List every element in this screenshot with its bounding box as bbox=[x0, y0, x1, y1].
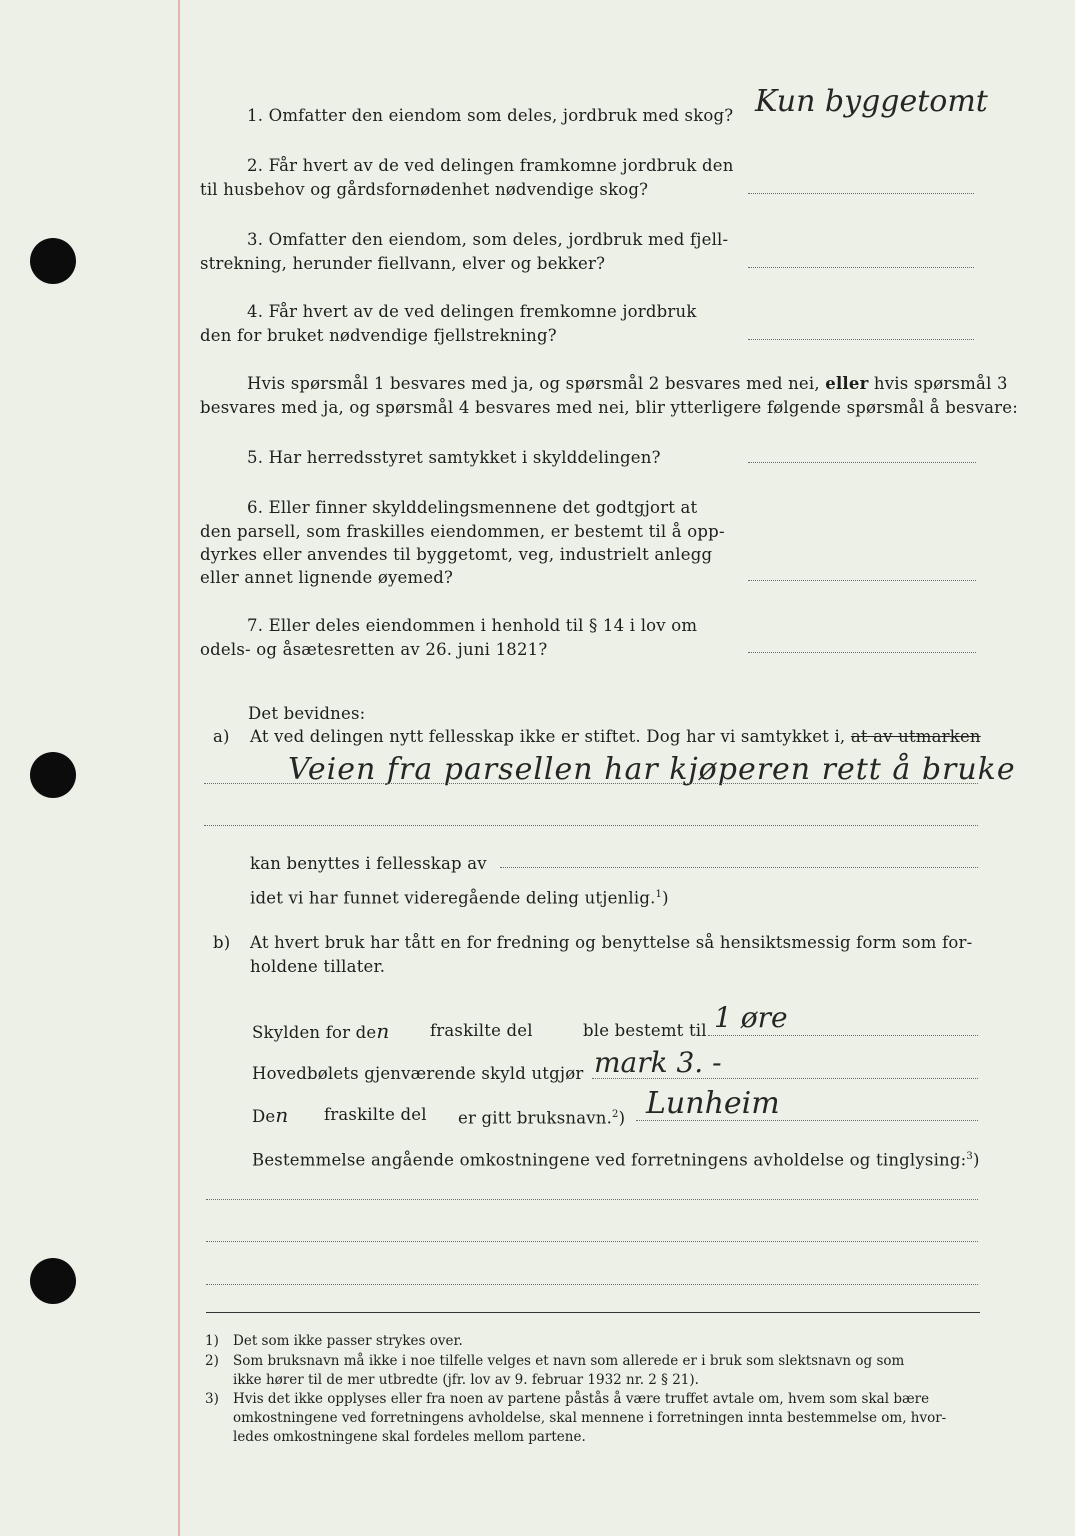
shared-line: kan benyttes i fellesskap av bbox=[250, 854, 487, 873]
footnote-2-line-1: Som bruksnavn må ikke i noe tilfelle velges et navn som allerede er i bruk som slektsnavn og som bbox=[233, 1353, 905, 1369]
footnote-3-line-1: Hvis det ikke opplyses eller fra noen av partene påstås å være truffet avtale om, hvem som skal bære bbox=[233, 1391, 930, 1407]
blank-line bbox=[204, 825, 978, 826]
answer-2-line bbox=[748, 193, 974, 194]
struck-text: at av utmarken bbox=[850, 727, 981, 746]
answer-1-handwritten: Kun byggetomt bbox=[755, 84, 988, 119]
punch-hole bbox=[30, 1258, 76, 1304]
item-a-text: At ved delingen nytt fellesskap ikke er stiftet. Dog har vi samtykket i, at av utmarken bbox=[250, 727, 981, 746]
answer-6-line bbox=[748, 580, 976, 581]
question-4-line-1: 4. Får hvert av de ved delingen fremkomne jordbruk bbox=[247, 302, 697, 321]
footnote-1-line-1: Det som ikke passer strykes over. bbox=[233, 1333, 463, 1349]
question-6-line-4: eller annet lignende øyemed? bbox=[200, 568, 454, 587]
item-b-line-1: At hvert bruk har tått en for fredning og benyttelse så hensiktsmessig form som for- bbox=[250, 933, 973, 952]
margin-line bbox=[178, 0, 180, 1536]
question-5: 5. Har herredsstyret samtykket i skylddelingen? bbox=[247, 448, 661, 467]
handwritten-line bbox=[204, 783, 978, 784]
item-b-label: b) bbox=[213, 933, 231, 952]
skyld-line-2: Hovedbølets gjenværende skyld utgjør bbox=[252, 1064, 584, 1083]
skyld-answer-handwritten: 1 øre bbox=[714, 1001, 788, 1034]
bruksnavn-line bbox=[636, 1120, 978, 1121]
punch-hole bbox=[30, 752, 76, 798]
skyld-line-1-part: fraskilte del bbox=[430, 1021, 533, 1040]
skyld-line-4: Bestemmelse angående omkostningene ved forretningens avholdelse og tinglysing:$^3$) bbox=[252, 1150, 980, 1170]
answer-3-line bbox=[748, 267, 974, 268]
punch-hole bbox=[30, 238, 76, 284]
shared-answer-line bbox=[500, 867, 978, 868]
footnote-1-mark: 1) bbox=[205, 1333, 219, 1349]
question-4-line-2: den for bruket nødvendige fjellstrekning? bbox=[200, 326, 557, 345]
answer-4-line bbox=[748, 339, 974, 340]
skyld-answer-line bbox=[708, 1035, 978, 1036]
item-a-label: a) bbox=[213, 727, 230, 746]
footnote-2-mark: 2) bbox=[205, 1353, 219, 1369]
question-2-line-2: til husbehov og gårdsfornødenhet nødvendige skog? bbox=[200, 180, 649, 199]
question-7-line-2: odels- og åsætesretten av 26. juni 1821? bbox=[200, 640, 548, 659]
question-7-line-1: 7. Eller deles eiendommen i henhold til § 14 i lov om bbox=[247, 616, 698, 635]
question-6-line-2: den parsell, som fraskilles eiendommen, er bestemt til å opp- bbox=[200, 522, 725, 541]
item-a-handwritten: Veien fra parsellen har kjøperen rett å bruke bbox=[288, 752, 1016, 787]
answer-7-line bbox=[748, 652, 976, 653]
cost-line-1 bbox=[206, 1199, 978, 1200]
cost-line-3 bbox=[206, 1284, 978, 1285]
skyld-line-1: Skylden for den bbox=[252, 1019, 390, 1043]
answer-5-line bbox=[748, 462, 976, 463]
cost-line-2 bbox=[206, 1241, 978, 1242]
condition-line-1: Hvis spørsmål 1 besvares med ja, og spørsmål 2 besvares med nei, eller hvis spørsmål 3 bbox=[247, 374, 1008, 393]
skyld-line-3-end: er gitt bruksnavn.$^2$) bbox=[458, 1108, 626, 1128]
question-1: 1. Omfatter den eiendom som deles, jordbruk med skog? bbox=[247, 106, 734, 125]
item-b-line-2: holdene tillater. bbox=[250, 957, 386, 976]
footnote-separator bbox=[206, 1312, 980, 1313]
question-2-line-1: 2. Får hvert av de ved delingen framkomne jordbruk den bbox=[247, 156, 734, 175]
bruksnavn-handwritten: Lunheim bbox=[646, 1086, 780, 1121]
question-6-line-1: 6. Eller finner skylddelingsmennene det godtgjort at bbox=[247, 498, 698, 517]
footnote-3-line-2: omkostningene ved forretningens avholdelse, skal mennene i forretningen innta bestemmelse om, hvor- bbox=[233, 1410, 947, 1426]
reason-line: idet vi har funnet videregående deling utjenlig.$^1$) bbox=[250, 888, 669, 908]
footnote-3-line-3: ledes omkostningene skal fordeles mellom partene. bbox=[233, 1429, 586, 1445]
footnote-2-line-2: ikke hører til de mer utbredte (jfr. lov av 9. februar 1932 nr. 2 § 21). bbox=[233, 1372, 699, 1388]
remaining-skyld-handwritten: mark 3. - bbox=[594, 1046, 722, 1079]
skyld-line-3: Den bbox=[252, 1103, 289, 1127]
footnote-3-mark: 3) bbox=[205, 1391, 219, 1407]
bevidnes-heading: Det bevidnes: bbox=[248, 704, 366, 723]
question-6-line-3: dyrkes eller anvendes til byggetomt, veg, industrielt anlegg bbox=[200, 545, 713, 564]
question-3-line-1: 3. Omfatter den eiendom, som deles, jordbruk med fjell- bbox=[247, 230, 729, 249]
question-3-line-2: strekning, herunder fiellvann, elver og bekker? bbox=[200, 254, 606, 273]
condition-line-2: besvares med ja, og spørsmål 4 besvares med nei, blir ytterligere følgende spørsmål å besvare: bbox=[200, 398, 1018, 417]
skyld-line-3-part: fraskilte del bbox=[324, 1105, 427, 1124]
skyld-line-1-end: ble bestemt til bbox=[583, 1021, 707, 1040]
remaining-skyld-line bbox=[592, 1078, 978, 1079]
